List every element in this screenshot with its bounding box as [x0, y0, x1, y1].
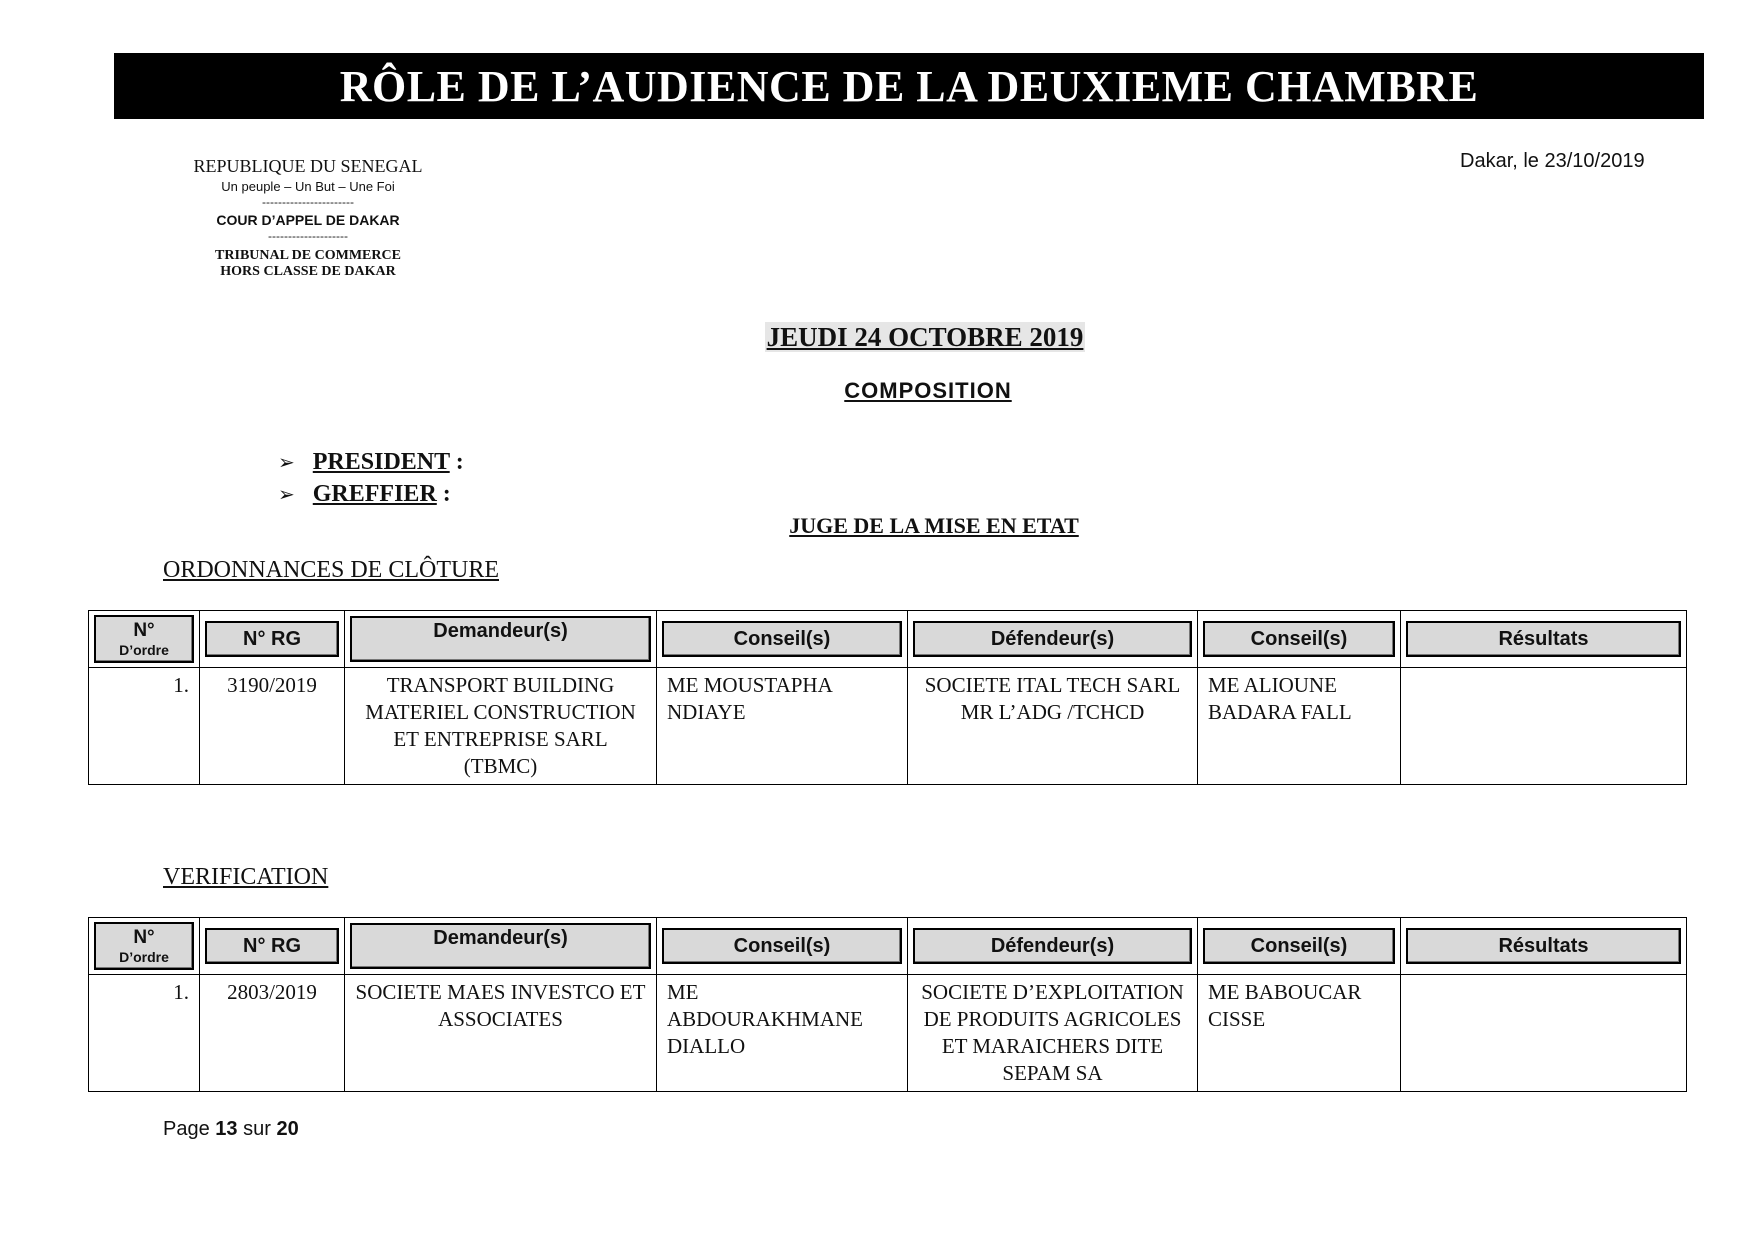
republic-name: REPUBLIQUE DU SENEGAL [193, 156, 423, 176]
cell-defendeur: SOCIETE ITAL TECH SARL MR L’ADG /TCHCD [908, 668, 1198, 785]
cell-rg: 2803/2019 [200, 975, 345, 1092]
cell-conseil: ME ABDOURAKHMANE DIALLO [657, 975, 908, 1092]
header-conseil-2: Conseil(s) [1203, 928, 1395, 964]
composition-heading: COMPOSITION [844, 378, 1012, 403]
of-word: sur [243, 1118, 271, 1140]
arrow-bullet-icon: ➢ [278, 482, 295, 506]
header-conseil: Conseil(s) [662, 928, 902, 964]
table-header-row [89, 918, 1687, 975]
colon: : [442, 481, 451, 507]
cell-resultats [1401, 975, 1687, 1092]
page-current: 13 [215, 1118, 238, 1140]
greffier-line [278, 481, 451, 508]
document-title: RÔLE DE L’AUDIENCE DE LA DEUXIEME CHAMBRE [339, 61, 1479, 111]
header-rg: N° RG [205, 928, 339, 964]
cell-conseil-2: ME ALIOUNE BADARA FALL [1198, 668, 1401, 785]
header-ordre: N° D’ordre [94, 922, 194, 970]
cell-defendeur: SOCIETE D’EXPLOITATION DE PRODUITS AGRICOLES ET MARAICHERS DITE SEPAM SA [908, 975, 1198, 1092]
cell-rg: 3190/2019 [200, 668, 345, 785]
header-resultats: Résultats [1406, 621, 1681, 657]
page-total: 20 [276, 1118, 299, 1140]
header-ordre: N° D’ordre [94, 615, 194, 663]
page-footer [163, 1118, 299, 1141]
greffier-label: GREFFIER [312, 481, 437, 507]
header-conseil: Conseil(s) [662, 621, 902, 657]
table-row [89, 668, 1687, 785]
section-title: VERIFICATION [163, 864, 329, 890]
national-motto: Un peuple – Un But – Une Foi [221, 179, 395, 194]
header-rg: N° RG [205, 621, 339, 657]
table-header-row [89, 611, 1687, 668]
arrow-bullet-icon: ➢ [278, 450, 295, 474]
separator: -------------------- [268, 229, 348, 243]
separator: ----------------------- [262, 195, 354, 209]
page-word: Page [163, 1118, 210, 1140]
cases-table [88, 610, 1687, 785]
header-defendeur: Défendeur(s) [913, 621, 1192, 657]
cell-conseil-2: ME BABOUCAR CISSE [1198, 975, 1401, 1092]
cell-resultats [1401, 668, 1687, 785]
cell-ordre: 1. [89, 668, 200, 785]
president-label: PRESIDENT [312, 449, 450, 475]
cell-demandeur: TRANSPORT BUILDING MATERIEL CONSTRUCTION ET ENTREPRISE SARL (TBMC) [345, 668, 657, 785]
court-name: COUR D’APPEL DE DAKAR [216, 212, 400, 228]
cell-ordre: 1. [89, 975, 200, 1092]
table-row [89, 975, 1687, 1092]
issuer-block [170, 156, 446, 280]
president-line [278, 449, 464, 476]
cases-table [88, 917, 1687, 1092]
juge-heading: JUGE DE LA MISE EN ETAT [789, 513, 1079, 538]
header-resultats: Résultats [1406, 928, 1681, 964]
tribunal-name-line2: HORS CLASSE DE DAKAR [220, 264, 396, 279]
header-defendeur: Défendeur(s) [913, 928, 1192, 964]
title-banner [114, 53, 1704, 119]
hearing-day: JEUDI 24 OCTOBRE 2019 [766, 322, 1084, 352]
header-demandeur: Demandeur(s) [350, 923, 651, 969]
tribunal-name-line1: TRIBUNAL DE COMMERCE [215, 248, 401, 263]
colon: : [455, 449, 464, 475]
cell-conseil: ME MOUSTAPHA NDIAYE [657, 668, 908, 785]
header-conseil-2: Conseil(s) [1203, 621, 1395, 657]
cell-demandeur: SOCIETE MAES INVESTCO ET ASSOCIATES [345, 975, 657, 1092]
header-demandeur: Demandeur(s) [350, 616, 651, 662]
section-title: ORDONNANCES DE CLÔTURE [163, 557, 499, 583]
document-date: Dakar, le 23/10/2019 [1460, 150, 1645, 172]
